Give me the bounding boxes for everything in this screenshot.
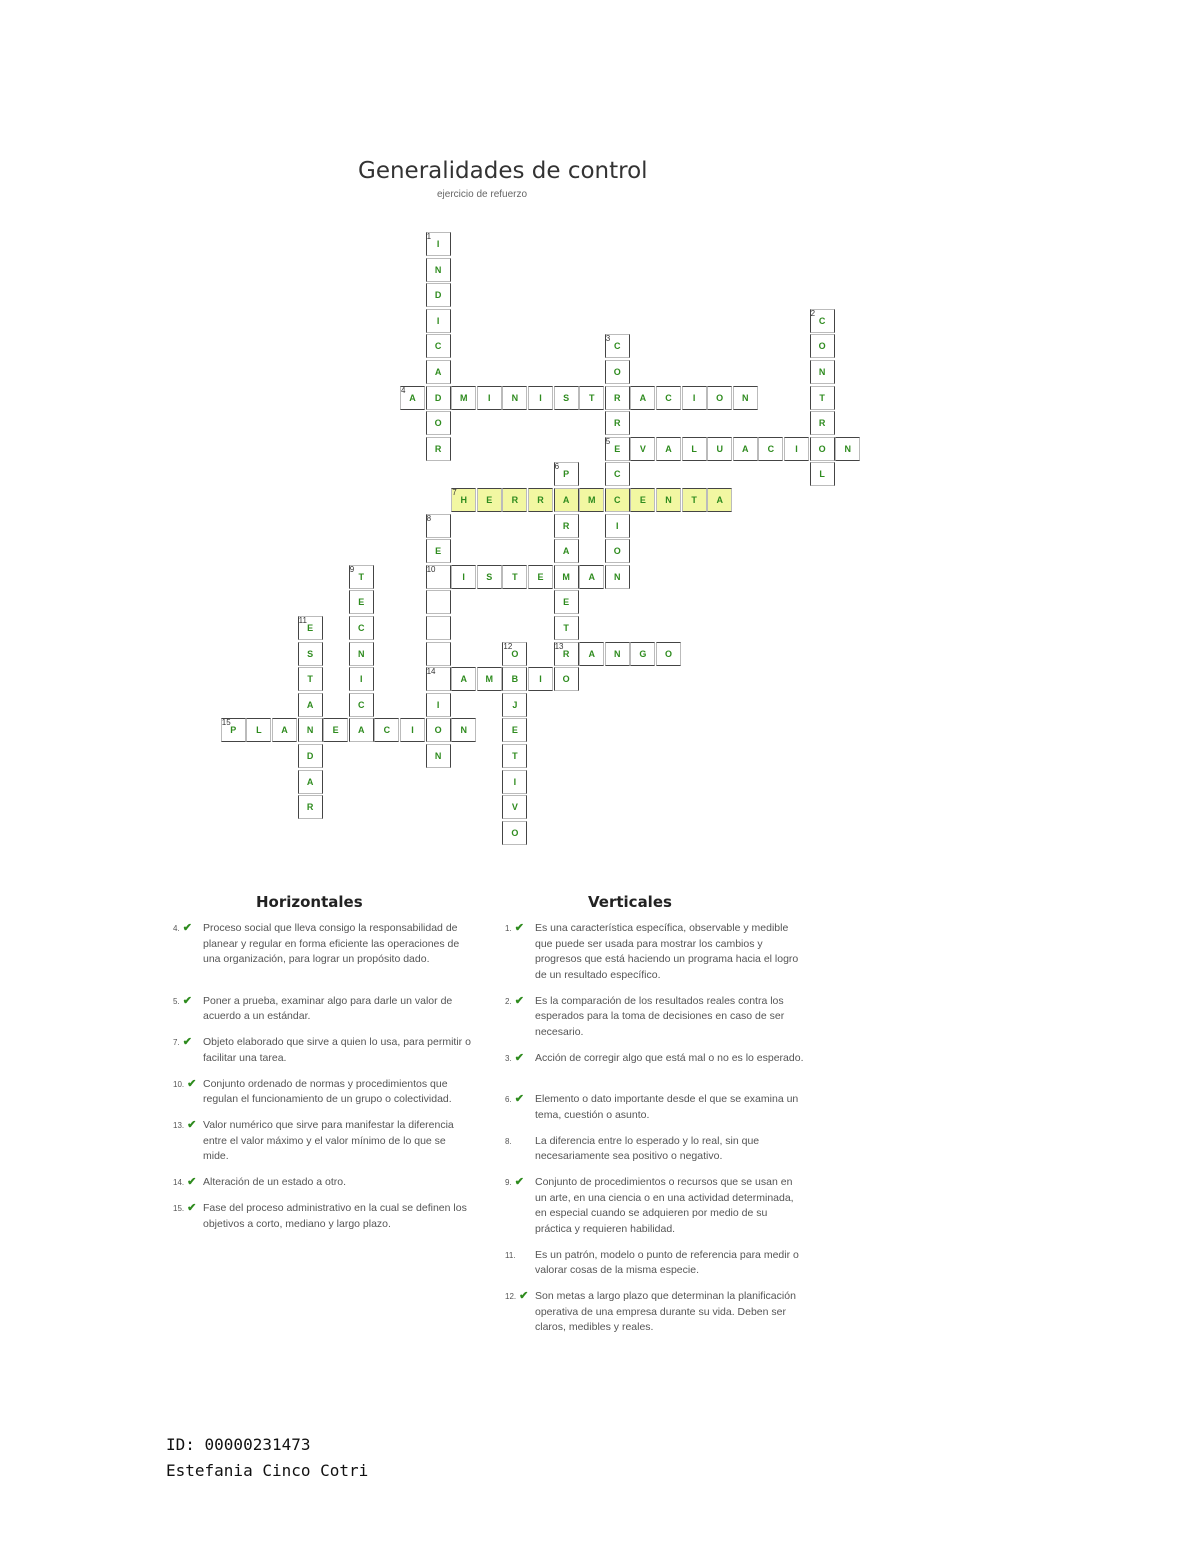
grid-cell[interactable]: I xyxy=(477,386,502,410)
grid-cell[interactable]: N xyxy=(298,718,323,742)
grid-cell[interactable]: V xyxy=(502,795,527,819)
grid-cell[interactable]: T xyxy=(810,386,835,410)
clue-text: Acción de corregir algo que está mal o no es lo esperado. xyxy=(535,1051,804,1064)
grid-cell[interactable]: E xyxy=(502,718,527,742)
grid-cell[interactable]: P xyxy=(554,462,579,486)
clue-item xyxy=(173,994,473,1025)
grid-cell[interactable]: E xyxy=(298,616,323,640)
grid-cell[interactable]: L xyxy=(810,462,835,486)
grid-cell[interactable]: L xyxy=(682,437,707,461)
clue-number-label: 9 xyxy=(349,564,355,574)
clue-number: 13. ✔ xyxy=(173,1119,197,1131)
clue-number: 14. ✔ xyxy=(173,1176,197,1188)
clue-number-label: 12 xyxy=(503,641,513,651)
clue-number: 15. ✔ xyxy=(173,1202,197,1214)
checkmark-icon: ✔ xyxy=(511,994,524,1007)
clue-number-label: 1 xyxy=(426,232,432,241)
grid-cell[interactable]: N xyxy=(451,718,476,742)
grid-cell[interactable]: R xyxy=(554,642,579,666)
checkmark-icon: ✔ xyxy=(511,922,524,934)
grid-cell[interactable]: G xyxy=(630,642,655,666)
clue-item xyxy=(505,1248,805,1279)
grid-cell[interactable]: R xyxy=(810,411,835,435)
grid-cell[interactable]: R xyxy=(605,411,630,435)
clue-item xyxy=(173,1035,473,1066)
grid-cell[interactable]: S xyxy=(298,642,323,666)
clue-number: 11. xyxy=(505,1250,516,1260)
grid-cell[interactable]: N xyxy=(733,386,758,410)
grid-cell[interactable]: R xyxy=(605,386,630,410)
grid-cell[interactable]: T xyxy=(298,667,323,691)
clue-number-label: 10 xyxy=(426,564,436,574)
grid-cell[interactable]: O xyxy=(605,539,630,563)
grid-cell[interactable]: A xyxy=(349,718,374,742)
clue-number: 5. ✔ xyxy=(173,994,192,1007)
grid-cell[interactable]: D xyxy=(426,283,451,307)
grid-cell[interactable]: I xyxy=(451,565,476,589)
clue-text: Proceso social que lleva consigo la responsabilidad de planear y regular en forma eficiente las operaciones de una organización, para lograr un propósito dado. xyxy=(203,922,460,965)
grid-cell[interactable]: E xyxy=(349,590,374,614)
checkmark-icon: ✔ xyxy=(184,1176,197,1188)
grid-cell[interactable]: H xyxy=(451,488,476,512)
checkmark-icon: ✔ xyxy=(184,1202,197,1214)
grid-cell[interactable]: R xyxy=(502,488,527,512)
clue-text: La diferencia entre lo esperado y lo real, sin que necesariamente sea positivo o negativo. xyxy=(535,1134,760,1162)
grid-cell[interactable] xyxy=(426,590,451,614)
grid-cell[interactable]: I xyxy=(426,309,451,333)
checkmark-icon: ✔ xyxy=(516,1290,529,1302)
grid-cell[interactable]: R xyxy=(554,514,579,538)
clue-item xyxy=(505,921,805,983)
grid-cell[interactable]: N xyxy=(426,258,451,282)
grid-cell[interactable]: S xyxy=(477,565,502,589)
clue-number: 7. ✔ xyxy=(173,1036,192,1048)
clue-number: 3. ✔ xyxy=(505,1051,524,1064)
clue-item xyxy=(505,1051,805,1067)
clue-number-label: 4 xyxy=(401,385,406,395)
clue-number: 8. xyxy=(505,1136,512,1146)
verticales-heading: Verticales xyxy=(588,893,672,911)
grid-cell[interactable]: O xyxy=(656,642,681,666)
grid-cell[interactable] xyxy=(426,642,451,666)
grid-cell[interactable]: C xyxy=(605,334,630,358)
grid-cell[interactable]: C xyxy=(810,309,835,333)
clue-number: 4. ✔ xyxy=(173,922,192,934)
clue-number-label: 3 xyxy=(605,334,611,344)
grid-cell[interactable]: U xyxy=(707,437,732,461)
grid-cell[interactable]: O xyxy=(426,411,451,435)
clue-item xyxy=(505,1134,805,1165)
clue-number-label: 8 xyxy=(426,513,432,523)
grid-cell[interactable]: E xyxy=(477,488,502,512)
clue-text: Poner a prueba, examinar algo para darle un valor de acuerdo a un estándar. xyxy=(203,994,453,1022)
grid-cell[interactable]: T xyxy=(554,616,579,640)
grid-cell[interactable]: V xyxy=(630,437,655,461)
grid-cell[interactable]: E xyxy=(426,539,451,563)
clue-text: Conjunto de procedimientos o recursos que se usan en un arte, en una ciencia o en una actividad determinada, en especial cuando se adquieren por medio de su práctica y requieren habilidad. xyxy=(535,1176,794,1235)
grid-cell[interactable]: O xyxy=(605,360,630,384)
grid-cell[interactable]: C xyxy=(374,718,399,742)
grid-cell[interactable]: L xyxy=(246,718,271,742)
grid-cell[interactable]: T xyxy=(502,565,527,589)
page-title: Generalidades de control xyxy=(358,158,648,184)
grid-cell[interactable]: I xyxy=(426,232,451,256)
grid-cell[interactable]: A xyxy=(707,488,732,512)
grid-cell[interactable]: R xyxy=(528,488,553,512)
clue-text: Elemento o dato importante desde el que se examina un tema, cuestión o asunto. xyxy=(535,1093,799,1121)
grid-cell[interactable]: O xyxy=(426,718,451,742)
grid-cell[interactable] xyxy=(426,616,451,640)
clue-text: Conjunto ordenado de normas y procedimientos que regulan el funcionamiento de un grupo o colectividad. xyxy=(203,1077,452,1105)
clue-item xyxy=(173,921,473,968)
grid-cell[interactable]: E xyxy=(528,565,553,589)
page-subtitle: ejercicio de refuerzo xyxy=(437,189,528,200)
clue-text: Son metas a largo plazo que determinan la planificación operativa de una empresa durante su vida. Deben ser claros, medibles y reales. xyxy=(535,1290,796,1333)
horizontales-heading: Horizontales xyxy=(256,893,363,911)
grid-cell[interactable]: J xyxy=(502,693,527,717)
clue-text: Valor numérico que sirve para manifestar la diferencia entre el valor máximo y el valor mínimo de lo que se mide. xyxy=(203,1119,454,1162)
checkmark-icon: ✔ xyxy=(511,1176,524,1188)
grid-cell[interactable]: A xyxy=(451,667,476,691)
grid-cell[interactable]: O xyxy=(810,437,835,461)
grid-cell[interactable]: O xyxy=(707,386,732,410)
grid-cell[interactable]: A xyxy=(579,565,604,589)
grid-cell[interactable]: A xyxy=(426,360,451,384)
checkmark-icon: ✔ xyxy=(179,1036,192,1048)
clue-number-label: 6 xyxy=(554,462,560,472)
clue-item xyxy=(505,1175,805,1237)
grid-cell[interactable]: E xyxy=(630,488,655,512)
grid-cell[interactable]: C xyxy=(605,462,630,486)
clue-item xyxy=(505,994,805,1041)
clue-text: Es la comparación de los resultados reales contra los esperados para la toma de decisiones en caso de ser necesario. xyxy=(535,994,785,1038)
grid-cell[interactable]: N xyxy=(502,386,527,410)
grid-cell[interactable]: D xyxy=(426,386,451,410)
grid-cell[interactable]: E xyxy=(605,437,630,461)
grid-cell[interactable]: N xyxy=(810,360,835,384)
grid-cell[interactable]: O xyxy=(502,821,527,845)
checkmark-icon: ✔ xyxy=(179,922,192,934)
grid-cell[interactable]: R xyxy=(426,437,451,461)
clue-number-label: 7 xyxy=(452,488,457,497)
clue-number: 6. ✔ xyxy=(505,1093,524,1105)
grid-cell[interactable]: I xyxy=(784,437,809,461)
clue-number: 1. ✔ xyxy=(505,922,524,934)
grid-cell[interactable]: I xyxy=(502,770,527,794)
grid-cell[interactable]: O xyxy=(554,667,579,691)
clue-text: Objeto elaborado que sirve a quien lo usa, para permitir o facilitar una tarea. xyxy=(203,1036,471,1064)
grid-cell[interactable]: N xyxy=(349,642,374,666)
checkmark-icon: ✔ xyxy=(511,1093,524,1105)
clue-number-label: 11 xyxy=(298,616,307,625)
checkmark-icon: ✔ xyxy=(184,1119,197,1131)
grid-cell[interactable]: C xyxy=(656,386,681,410)
clue-number: 9. ✔ xyxy=(505,1176,524,1188)
clue-item xyxy=(173,1175,473,1191)
clue-item xyxy=(173,1118,473,1165)
grid-cell[interactable]: C xyxy=(349,693,374,717)
clue-number-label: 13 xyxy=(554,641,564,651)
grid-cell[interactable]: A xyxy=(298,693,323,717)
grid-cell[interactable]: E xyxy=(554,590,579,614)
grid-cell[interactable]: M xyxy=(579,488,604,512)
grid-cell[interactable]: I xyxy=(528,386,553,410)
grid-cell[interactable]: I xyxy=(400,718,425,742)
clue-text: Alteración de un estado a otro. xyxy=(203,1176,347,1188)
grid-cell[interactable]: T xyxy=(682,488,707,512)
grid-cell[interactable]: A xyxy=(579,642,604,666)
grid-cell[interactable]: A xyxy=(554,539,579,563)
clue-item xyxy=(173,1201,473,1232)
grid-cell[interactable]: A xyxy=(400,386,425,410)
student-id: ID: 00000231473 xyxy=(166,1435,311,1454)
clue-number-label: 14 xyxy=(426,667,436,677)
grid-cell[interactable]: N xyxy=(426,744,451,768)
clue-item xyxy=(505,1092,805,1123)
grid-cell[interactable]: I xyxy=(682,386,707,410)
grid-cell[interactable]: N xyxy=(605,565,630,589)
grid-cell[interactable]: M xyxy=(477,667,502,691)
grid-cell[interactable]: A xyxy=(733,437,758,461)
grid-cell[interactable]: A xyxy=(656,437,681,461)
checkmark-icon: ✔ xyxy=(511,1051,524,1064)
grid-cell[interactable]: I xyxy=(426,693,451,717)
grid-cell[interactable]: A xyxy=(554,488,579,512)
grid-cell[interactable]: P xyxy=(221,718,246,742)
grid-cell[interactable]: A xyxy=(630,386,655,410)
grid-cell[interactable]: N xyxy=(605,642,630,666)
grid-cell[interactable]: R xyxy=(298,795,323,819)
grid-cell[interactable]: O xyxy=(810,334,835,358)
clue-text: Fase del proceso administrativo en la cual se definen los objetivos a corto, mediano y largo plazo. xyxy=(203,1202,467,1230)
clue-number-label: 5 xyxy=(605,436,611,446)
grid-cell[interactable]: I xyxy=(605,514,630,538)
clue-text: Es un patrón, modelo o punto de referencia para medir o valorar cosas de la misma especie. xyxy=(535,1248,799,1276)
grid-cell[interactable]: C xyxy=(349,616,374,640)
clue-number: 12. ✔ xyxy=(505,1290,529,1302)
grid-cell[interactable]: N xyxy=(835,437,860,461)
grid-cell[interactable]: N xyxy=(656,488,681,512)
grid-cell[interactable]: D xyxy=(298,744,323,768)
grid-cell[interactable]: B xyxy=(502,667,527,691)
grid-cell[interactable]: C xyxy=(605,488,630,512)
grid-cell[interactable]: A xyxy=(298,770,323,794)
clue-number-label: 15 xyxy=(221,718,231,728)
checkmark-icon: ✔ xyxy=(179,994,192,1007)
grid-cell[interactable]: C xyxy=(426,334,451,358)
checkmark-icon: ✔ xyxy=(184,1077,197,1090)
student-name: Estefania Cinco Cotri xyxy=(166,1461,369,1480)
grid-cell[interactable]: S xyxy=(554,386,579,410)
clue-number-label: 2 xyxy=(810,308,816,318)
grid-cell[interactable]: E xyxy=(323,718,348,742)
clue-text: Es una característica específica, observable y medible que puede ser usada para mostrar los cambios y progresos que está haciendo un programa hacia el logro de un resultado específico. xyxy=(535,922,799,981)
clue-number: 10. ✔ xyxy=(173,1077,197,1090)
grid-cell[interactable]: I xyxy=(528,667,553,691)
grid-cell[interactable]: T xyxy=(349,565,374,589)
grid-cell[interactable]: C xyxy=(758,437,783,461)
grid-cell[interactable]: T xyxy=(579,386,604,410)
grid-cell[interactable]: T xyxy=(502,744,527,768)
grid-cell[interactable]: M xyxy=(451,386,476,410)
clue-item xyxy=(505,1289,805,1336)
grid-cell[interactable]: M xyxy=(554,565,579,589)
clue-number: 2. ✔ xyxy=(505,994,524,1007)
grid-cell[interactable]: A xyxy=(272,718,297,742)
grid-cell[interactable]: I xyxy=(349,667,374,691)
clue-item xyxy=(173,1077,473,1108)
grid-cell[interactable]: O xyxy=(502,642,527,666)
